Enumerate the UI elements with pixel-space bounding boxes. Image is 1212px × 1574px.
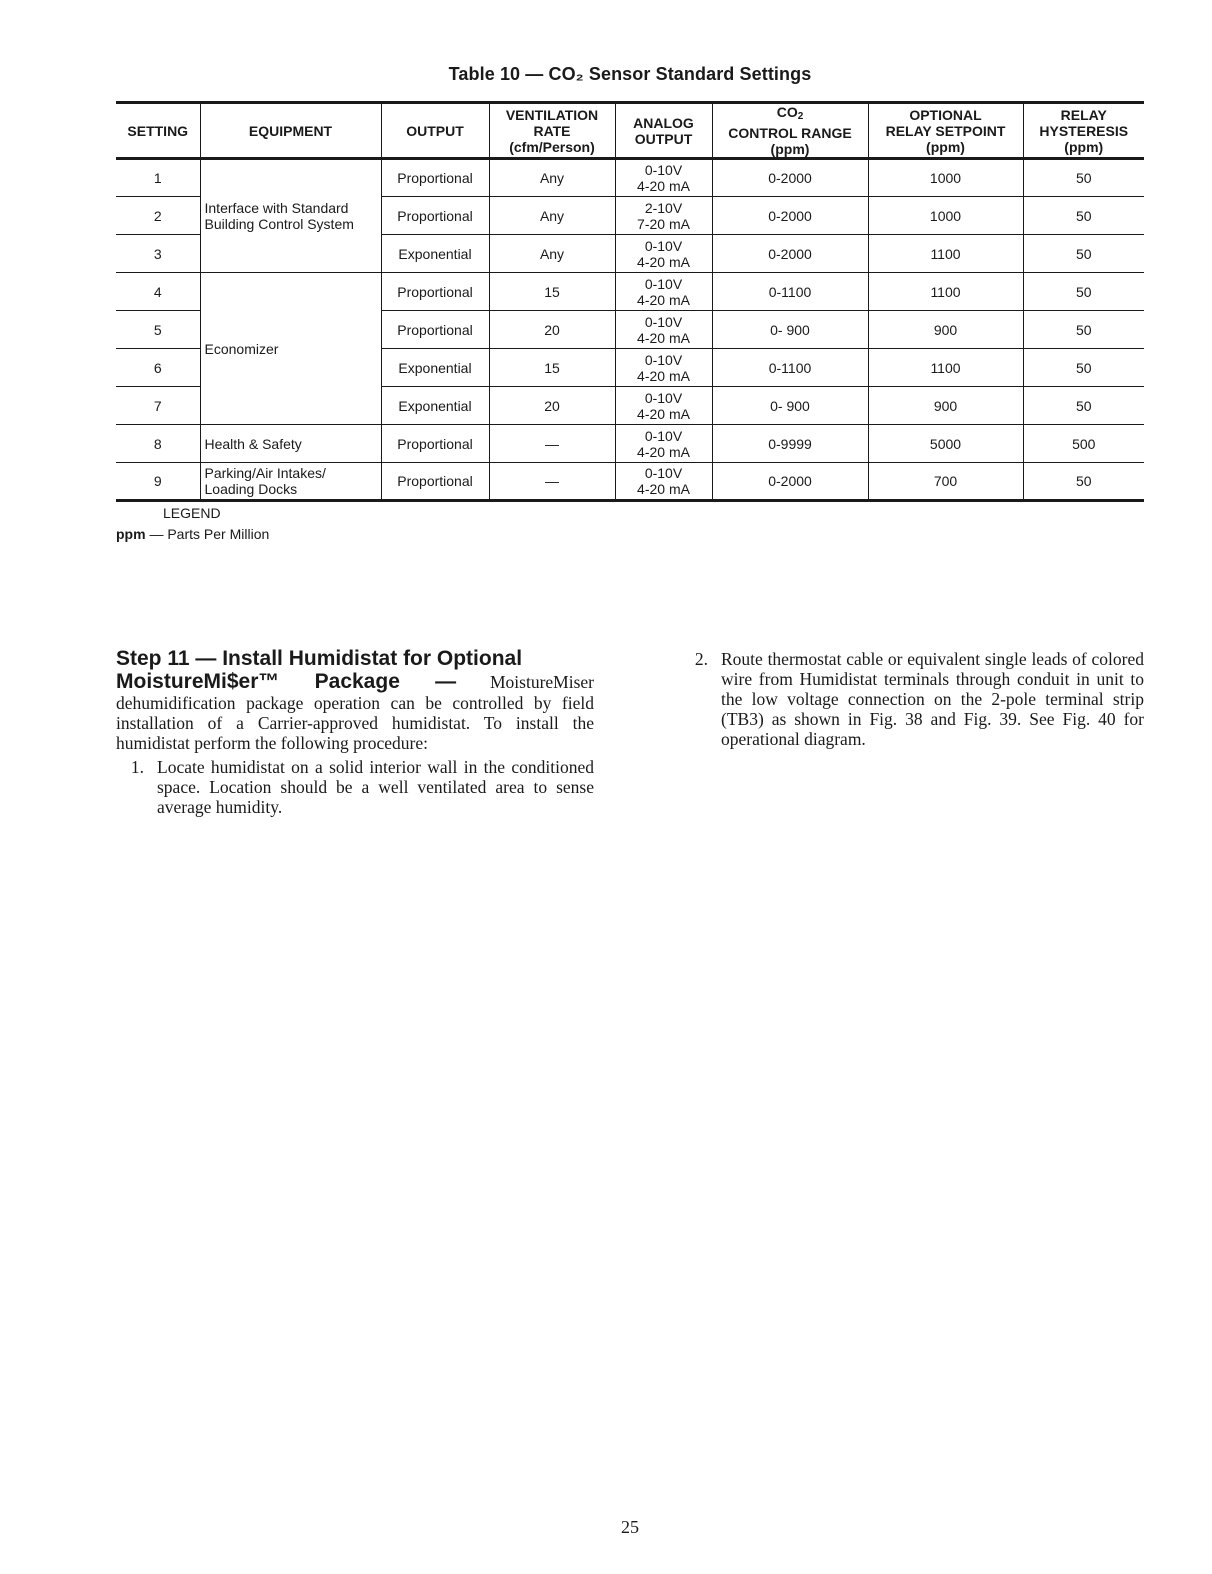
legend-entry — [116, 526, 269, 542]
cell-setpoint: 1100 — [868, 273, 1023, 311]
cell-hysteresis: 50 — [1023, 235, 1144, 273]
step-11-paragraph — [116, 647, 594, 753]
cell-equipment: Interface with Standard Building Control System — [200, 159, 381, 273]
header-equipment: EQUIPMENT — [200, 103, 381, 159]
step-11-section — [116, 647, 594, 817]
step-11-continued — [680, 649, 1144, 749]
cell-analog: 0-10V 4-20 mA — [615, 159, 712, 197]
cell-setting: 6 — [116, 349, 200, 387]
cell-output: Proportional — [381, 273, 489, 311]
cell-output: Proportional — [381, 311, 489, 349]
step-11-heading-cont: MoistureMi$er™ Package — — [116, 670, 457, 693]
cell-setpoint: 1100 — [868, 349, 1023, 387]
header-analog-output: ANALOG OUTPUT — [615, 103, 712, 159]
cell-output: Proportional — [381, 159, 489, 197]
cell-setpoint: 1000 — [868, 197, 1023, 235]
cell-range: 0-2000 — [712, 159, 868, 197]
cell-range: 0-2000 — [712, 463, 868, 501]
cell-ventilation: Any — [489, 197, 615, 235]
page-number: 25 — [621, 1517, 639, 1537]
table-row — [116, 425, 1144, 463]
header-output: OUTPUT — [381, 103, 489, 159]
cell-setting: 2 — [116, 197, 200, 235]
cell-range: 0-2000 — [712, 235, 868, 273]
cell-hysteresis: 500 — [1023, 425, 1144, 463]
header-ventilation: VENTILATION RATE (cfm/Person) — [489, 103, 615, 159]
cell-range: 0- 900 — [712, 311, 868, 349]
legend-heading: LEGEND — [163, 505, 221, 521]
cell-analog: 0-10V 4-20 mA — [615, 311, 712, 349]
cell-equipment: Parking/Air Intakes/ Loading Docks — [200, 463, 381, 501]
cell-analog: 0-10V 4-20 mA — [615, 349, 712, 387]
cell-hysteresis: 50 — [1023, 463, 1144, 501]
cell-output: Exponential — [381, 235, 489, 273]
legend-definition: — Parts Per Million — [149, 526, 270, 542]
cell-output: Proportional — [381, 197, 489, 235]
list-item — [680, 649, 1144, 749]
list-number: 2. — [694, 649, 708, 669]
table-row — [116, 159, 1144, 197]
list-text: Locate humidistat on a solid interior wall in the conditioned space. Location should be a well ventilated area to sense average humidity. — [157, 757, 594, 817]
cell-analog: 0-10V 4-20 mA — [615, 273, 712, 311]
cell-analog: 0-10V 4-20 mA — [615, 425, 712, 463]
cell-equipment: Economizer — [200, 273, 381, 425]
cell-setting: 7 — [116, 387, 200, 425]
header-co2-control-range: CO2 CONTROL RANGE (ppm) — [712, 103, 868, 159]
cell-ventilation: 15 — [489, 273, 615, 311]
cell-analog: 0-10V 4-20 mA — [615, 235, 712, 273]
header-relay-hysteresis: RELAY HYSTERESIS (ppm) — [1023, 103, 1144, 159]
cell-hysteresis: 50 — [1023, 349, 1144, 387]
cell-ventilation: Any — [489, 235, 615, 273]
cell-setpoint: 900 — [868, 387, 1023, 425]
cell-output: Exponential — [381, 387, 489, 425]
cell-range: 0-2000 — [712, 197, 868, 235]
co2-settings-table — [116, 101, 1144, 502]
step-11-intro: MoistureMiser dehumidification package operation can be controlled by field installation of a Carrier-approved humidistat. To install the humidistat perform the following procedure: — [116, 672, 595, 753]
cell-setting: 5 — [116, 311, 200, 349]
cell-analog: 0-10V 4-20 mA — [615, 463, 712, 501]
cell-analog: 2-10V 7-20 mA — [615, 197, 712, 235]
cell-hysteresis: 50 — [1023, 273, 1144, 311]
cell-analog: 0-10V 4-20 mA — [615, 387, 712, 425]
cell-equipment: Health & Safety — [200, 425, 381, 463]
cell-setting: 8 — [116, 425, 200, 463]
cell-range: 0-1100 — [712, 273, 868, 311]
cell-setting: 4 — [116, 273, 200, 311]
table-header-row — [116, 103, 1144, 159]
cell-setpoint: 700 — [868, 463, 1023, 501]
cell-range: 0-1100 — [712, 349, 868, 387]
cell-ventilation: — — [489, 463, 615, 501]
cell-output: Proportional — [381, 463, 489, 501]
cell-hysteresis: 50 — [1023, 311, 1144, 349]
cell-setpoint: 900 — [868, 311, 1023, 349]
header-setting: SETTING — [116, 103, 200, 159]
cell-ventilation: 15 — [489, 349, 615, 387]
cell-output: Exponential — [381, 349, 489, 387]
table-title: Table 10 — CO₂ Sensor Standard Settings — [448, 64, 812, 84]
table-row — [116, 463, 1144, 501]
list-number: 1. — [130, 757, 144, 777]
cell-ventilation: Any — [489, 159, 615, 197]
header-relay-setpoint: OPTIONAL RELAY SETPOINT (ppm) — [868, 103, 1023, 159]
cell-hysteresis: 50 — [1023, 387, 1144, 425]
cell-range: 0-9999 — [712, 425, 868, 463]
cell-output: Proportional — [381, 425, 489, 463]
cell-ventilation: 20 — [489, 387, 615, 425]
cell-setpoint: 1000 — [868, 159, 1023, 197]
cell-ventilation: 20 — [489, 311, 615, 349]
legend-term: ppm — [116, 526, 146, 542]
cell-setpoint: 5000 — [868, 425, 1023, 463]
cell-hysteresis: 50 — [1023, 197, 1144, 235]
cell-setting: 3 — [116, 235, 200, 273]
list-item — [116, 757, 594, 817]
step-11-heading: Step 11 — Install Humidistat for Optional — [116, 647, 523, 670]
cell-range: 0- 900 — [712, 387, 868, 425]
cell-setting: 9 — [116, 463, 200, 501]
table-row — [116, 273, 1144, 311]
cell-hysteresis: 50 — [1023, 159, 1144, 197]
cell-setting: 1 — [116, 159, 200, 197]
cell-setpoint: 1100 — [868, 235, 1023, 273]
list-text: Route thermostat cable or equivalent single leads of colored wire from Humidistat terminals through conduit in unit to the low voltage connection on the 2-pole terminal strip (TB3) as shown in Fig. 38 and Fig. 39. See Fig. 40 for operational diagram. — [721, 649, 1144, 749]
cell-ventilation: — — [489, 425, 615, 463]
